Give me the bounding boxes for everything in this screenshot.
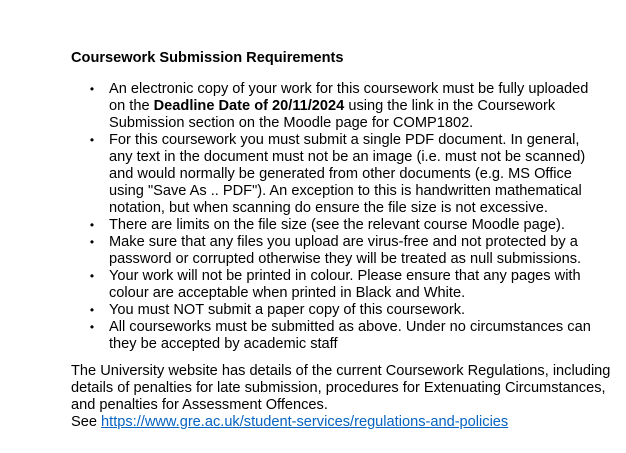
requirement-text: All courseworks must be submitted as above. Under no circumstances can they be accepted by academic staff — [109, 319, 591, 352]
requirement-text: You must NOT submit a paper copy of this coursework. — [109, 302, 466, 318]
bullet-icon: • — [89, 133, 95, 147]
list-item — [0, 81, 626, 132]
bullet-icon: • — [89, 269, 95, 283]
list-item — [0, 319, 626, 353]
deadline-date: Deadline Date of 20/11/2024 — [153, 98, 345, 114]
requirement-text: Your work will not be printed in colour. Please ensure that any pages with colour are acceptable when printed in Black and White. — [109, 268, 581, 301]
regulations-paragraph: The University website has details of the current Coursework Regulations, including details of penalties for late submission, procedures for Extenuating Circumstances, and penalties for Assessment Offences. — [71, 363, 611, 413]
list-item — [0, 217, 626, 234]
requirement-text: Make sure that any files you upload are virus-free and not protected by a password or corrupted otherwise they will be treated as null submissions. — [109, 234, 582, 267]
requirement-text: There are limits on the file size (see the relevant course Moodle page). — [109, 217, 565, 233]
see-line — [71, 414, 611, 431]
bullet-icon: • — [89, 303, 95, 317]
list-item — [0, 302, 626, 319]
list-item — [0, 268, 626, 302]
see-label: See — [71, 414, 102, 430]
requirements-list — [0, 81, 626, 353]
bullet-icon: • — [89, 235, 95, 249]
list-item — [0, 234, 626, 268]
requirement-text-start: An electronic copy of your work for this coursework must be fully uploaded on the — [109, 81, 589, 114]
bullet-icon: • — [89, 218, 95, 232]
bullet-icon: • — [89, 82, 95, 96]
requirement-text: For this coursework you must submit a single PDF document. In general, any text in the document must not be an image (i.e. must not be scanned) and would normally be generated from other documents (e.g. MS Office using "Save As .. PDF"). An exception to this is handwritten mathematical notation, but when scanning do ensure the file size is not excessive. — [109, 132, 586, 216]
regulations-link[interactable]: https://www.gre.ac.uk/student-services/regulations-and-policies — [101, 414, 509, 430]
bullet-icon: • — [89, 320, 95, 334]
section-heading: Coursework Submission Requirements — [71, 50, 344, 66]
list-item — [0, 132, 626, 217]
requirement-text-end: using the link in the Coursework Submission section on the Moodle page for COMP1802. — [109, 98, 556, 131]
regulations-note — [71, 363, 611, 431]
